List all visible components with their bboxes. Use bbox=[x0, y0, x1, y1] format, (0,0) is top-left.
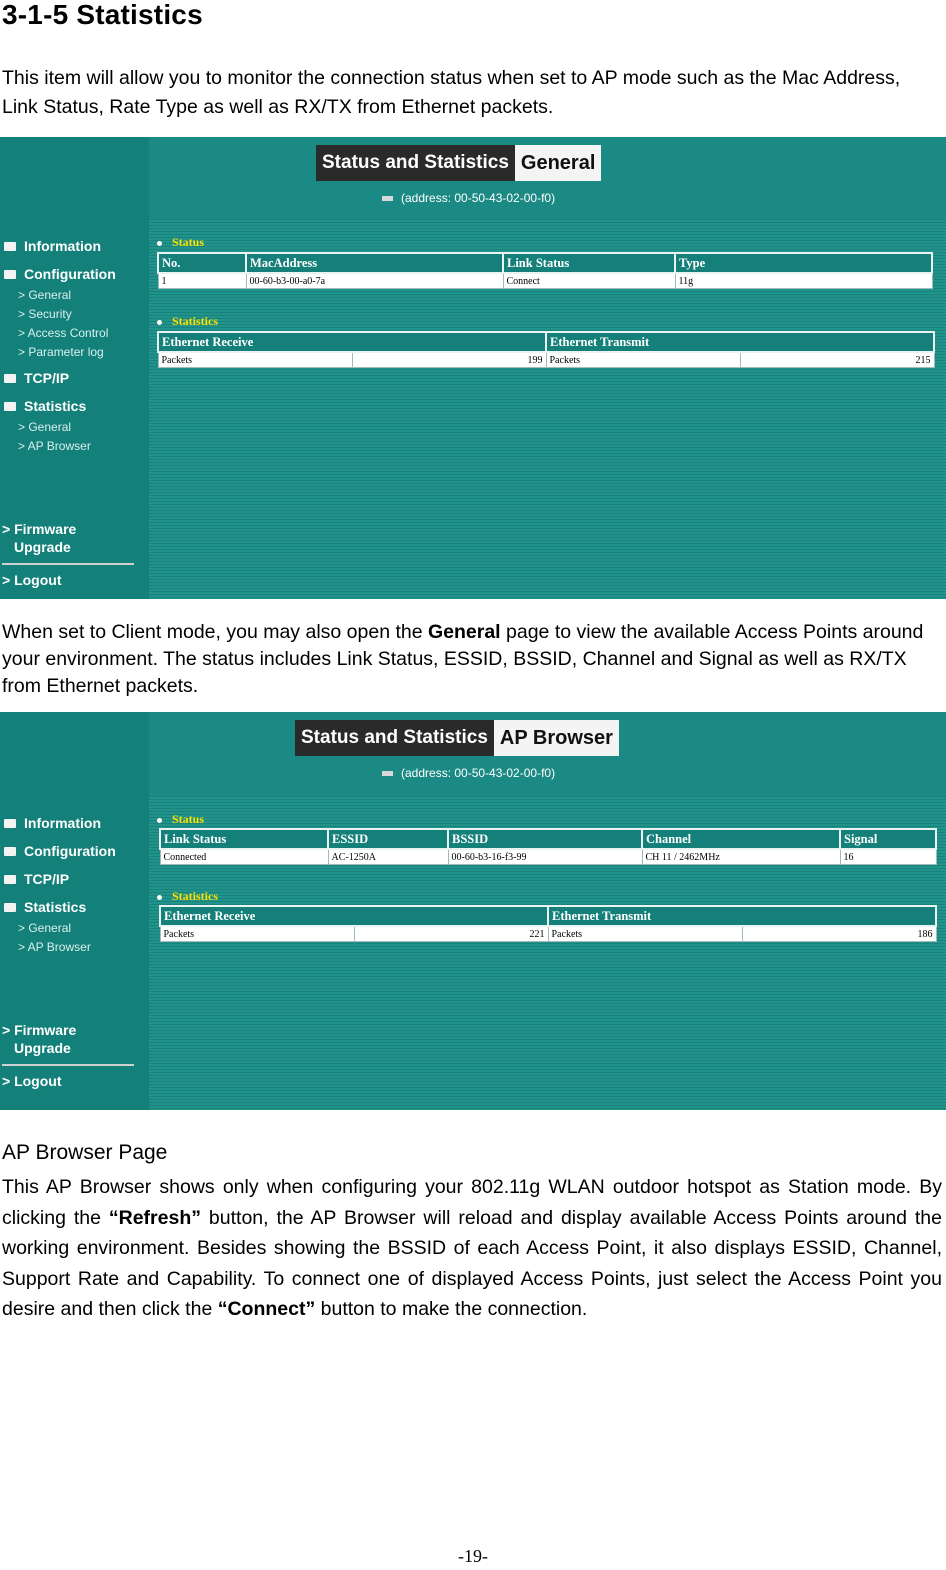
col-link-status: Link Status bbox=[503, 253, 675, 273]
main-content bbox=[149, 219, 946, 599]
ap-text-3: button to make the connection. bbox=[315, 1298, 588, 1320]
statistics-section-label bbox=[157, 889, 218, 904]
open-folder-icon bbox=[4, 270, 16, 279]
col-signal: Signal bbox=[840, 829, 936, 849]
sidebar-sub-access-control[interactable]: > Access Control bbox=[18, 326, 109, 340]
bullet-icon bbox=[157, 241, 162, 246]
bullet-icon bbox=[157, 320, 162, 325]
sidebar-item-label: Information bbox=[24, 238, 101, 254]
tx-packets-value: 186 bbox=[742, 926, 936, 942]
upgrade-label: Upgrade bbox=[14, 539, 71, 555]
client-text-1: When set to Client mode, you may also open the bbox=[2, 621, 428, 643]
cell-bssid: 00-60-b3-16-f3-99 bbox=[448, 849, 642, 865]
page-title-bar bbox=[295, 720, 619, 756]
sidebar-sub-parameter-log[interactable]: > Parameter log bbox=[18, 345, 104, 359]
sidebar-item-label: Statistics bbox=[24, 899, 87, 915]
general-bold-text: General bbox=[427, 621, 501, 643]
col-type: Type bbox=[675, 253, 932, 273]
col-ethernet-receive: Ethernet Receive bbox=[158, 332, 546, 352]
sidebar-firmware-upgrade[interactable] bbox=[2, 1021, 76, 1057]
table-header-row bbox=[158, 253, 932, 273]
device-address bbox=[382, 191, 555, 205]
sidebar-item-label: Configuration bbox=[24, 843, 116, 859]
col-ethernet-transmit: Ethernet Transmit bbox=[548, 906, 936, 926]
sidebar-item-tcpip[interactable] bbox=[4, 370, 69, 386]
open-folder-icon bbox=[4, 903, 16, 912]
ap-status-table bbox=[159, 828, 937, 865]
sidebar-item-information[interactable] bbox=[4, 238, 101, 254]
sidebar-item-label: Information bbox=[24, 815, 101, 831]
sidebar-divider bbox=[2, 1064, 134, 1066]
cell-no: 1 bbox=[158, 273, 246, 289]
folder-icon bbox=[4, 819, 16, 828]
status-section-label bbox=[157, 235, 204, 250]
table-row bbox=[158, 352, 934, 368]
screenshot-ap-browser bbox=[0, 712, 946, 1110]
rx-packets-value: 199 bbox=[352, 352, 546, 368]
col-bssid: BSSID bbox=[448, 829, 642, 849]
col-link-status: Link Status bbox=[160, 829, 328, 849]
col-ethernet-transmit: Ethernet Transmit bbox=[546, 332, 934, 352]
ap-text-1: This AP Browser shows only when configuring your 802.11g WLAN outdoor hotspot as Station mode. By clicking the bbox=[2, 1176, 942, 1229]
page-title-bar bbox=[316, 145, 601, 181]
col-no: No. bbox=[158, 253, 246, 273]
page-number: -19- bbox=[458, 1546, 488, 1566]
rx-packets-value: 221 bbox=[354, 926, 548, 942]
tx-packets-value: 215 bbox=[740, 352, 934, 368]
sidebar-item-statistics[interactable] bbox=[4, 398, 86, 414]
col-channel: Channel bbox=[642, 829, 840, 849]
ap-browser-paragraph bbox=[2, 1172, 942, 1325]
title-ap-browser: AP Browser bbox=[494, 720, 619, 756]
table-row bbox=[158, 273, 932, 289]
sidebar-item-statistics[interactable] bbox=[4, 899, 86, 915]
device-address bbox=[382, 766, 555, 780]
open-folder-icon bbox=[4, 402, 16, 411]
folder-icon bbox=[4, 875, 16, 884]
firmware-label: > Firmware bbox=[2, 1022, 77, 1038]
statistics-section-label bbox=[157, 314, 218, 329]
status-section-label bbox=[157, 812, 204, 827]
cell-mac-address: 00-60-b3-00-a0-7a bbox=[246, 273, 503, 289]
status-table bbox=[157, 252, 933, 289]
ethernet-stats-table bbox=[159, 905, 937, 942]
cell-type: 11g bbox=[675, 273, 932, 289]
statistics-label-text: Statistics bbox=[172, 889, 218, 903]
connect-bold-text: “Connect” bbox=[217, 1298, 316, 1320]
sidebar-sub-ap-browser[interactable]: > AP Browser bbox=[18, 439, 91, 453]
col-ethernet-receive: Ethernet Receive bbox=[160, 906, 548, 926]
folder-icon bbox=[4, 242, 16, 251]
sidebar-item-tcpip[interactable] bbox=[4, 871, 69, 887]
client-text-2: page to view the available Access Points around your environment. The status includes Link Status, ESSID, BSSID, Channel and Signal as well as RX/TX from Ethernet packets. bbox=[2, 621, 924, 697]
sidebar-item-configuration[interactable] bbox=[4, 843, 116, 859]
tx-packets-label: Packets bbox=[548, 926, 742, 942]
sidebar-item-label: TCP/IP bbox=[24, 871, 70, 887]
status-label-text: Status bbox=[172, 812, 205, 826]
sidebar bbox=[0, 137, 149, 599]
rx-packets-label: Packets bbox=[160, 926, 354, 942]
sidebar-logout[interactable]: > Logout bbox=[2, 1073, 62, 1089]
ap-text-2: button, the AP Browser will reload and display available Access Points around the working environment. Besides showing the BSSID of each Access Point, it also displays ESSID, Channel, Support Rate and Capability. To connect one of displayed Access Points, just select the Access Point you desire and then click the bbox=[2, 1206, 942, 1320]
client-mode-paragraph bbox=[2, 619, 940, 700]
folder-icon bbox=[4, 374, 16, 383]
statistics-label-text: Statistics bbox=[172, 314, 218, 328]
sidebar-sub-stats-general[interactable]: > General bbox=[18, 921, 72, 935]
sidebar-sub-general[interactable]: > General bbox=[18, 288, 72, 302]
upgrade-label: Upgrade bbox=[14, 1040, 71, 1056]
sidebar-item-configuration[interactable] bbox=[4, 266, 116, 282]
sidebar-item-label: TCP/IP bbox=[24, 370, 70, 386]
address-text: (address: 00-50-43-02-00-f0) bbox=[401, 191, 556, 205]
status-label-text: Status bbox=[172, 235, 205, 249]
table-row bbox=[160, 849, 936, 865]
address-text: (address: 00-50-43-02-00-f0) bbox=[401, 766, 556, 780]
col-mac-address: MacAddress bbox=[246, 253, 503, 273]
sidebar bbox=[0, 712, 149, 1110]
title-status-statistics: Status and Statistics bbox=[295, 720, 494, 756]
sidebar-sub-ap-browser[interactable]: > AP Browser bbox=[18, 940, 91, 954]
section-heading: 3-1-5 Statistics bbox=[2, 0, 203, 30]
table-header-row bbox=[160, 829, 936, 849]
bullet-icon bbox=[157, 818, 162, 823]
ap-browser-heading: AP Browser Page bbox=[2, 1141, 168, 1164]
cell-signal: 16 bbox=[840, 849, 936, 865]
table-header-row bbox=[160, 906, 936, 926]
intro-paragraph: This item will allow you to monitor the connection status when set to AP mode such as the Mac Address, Link Status, Rate Type as well as RX/TX from Ethernet packets. bbox=[2, 67, 901, 118]
rx-packets-label: Packets bbox=[158, 352, 352, 368]
cell-link-status: Connected bbox=[160, 849, 328, 865]
folder-icon bbox=[4, 847, 16, 856]
firmware-label: > Firmware bbox=[2, 521, 77, 537]
sidebar-item-label: Configuration bbox=[24, 266, 116, 282]
dash-icon bbox=[382, 771, 393, 776]
table-row bbox=[160, 926, 936, 942]
refresh-bold-text: “Refresh” bbox=[108, 1206, 201, 1229]
title-status-statistics: Status and Statistics bbox=[316, 145, 515, 181]
dash-icon bbox=[382, 196, 393, 201]
cell-essid: AC-1250A bbox=[328, 849, 448, 865]
sidebar-logout[interactable]: > Logout bbox=[2, 572, 62, 588]
main-content bbox=[149, 796, 946, 1110]
cell-link-status: Connect bbox=[503, 273, 675, 289]
screenshot-general bbox=[0, 137, 946, 599]
title-general: General bbox=[515, 145, 601, 181]
sidebar-item-label: Statistics bbox=[24, 398, 87, 414]
bullet-icon bbox=[157, 895, 162, 900]
sidebar-sub-security[interactable]: > Security bbox=[18, 307, 72, 321]
sidebar-item-information[interactable] bbox=[4, 815, 101, 831]
sidebar-divider bbox=[2, 563, 134, 565]
table-header-row bbox=[158, 332, 934, 352]
cell-channel: CH 11 / 2462MHz bbox=[642, 849, 840, 865]
sidebar-firmware-upgrade[interactable] bbox=[2, 520, 76, 556]
tx-packets-label: Packets bbox=[546, 352, 740, 368]
col-essid: ESSID bbox=[328, 829, 448, 849]
ethernet-stats-table bbox=[157, 331, 935, 368]
sidebar-sub-stats-general[interactable]: > General bbox=[18, 420, 72, 434]
